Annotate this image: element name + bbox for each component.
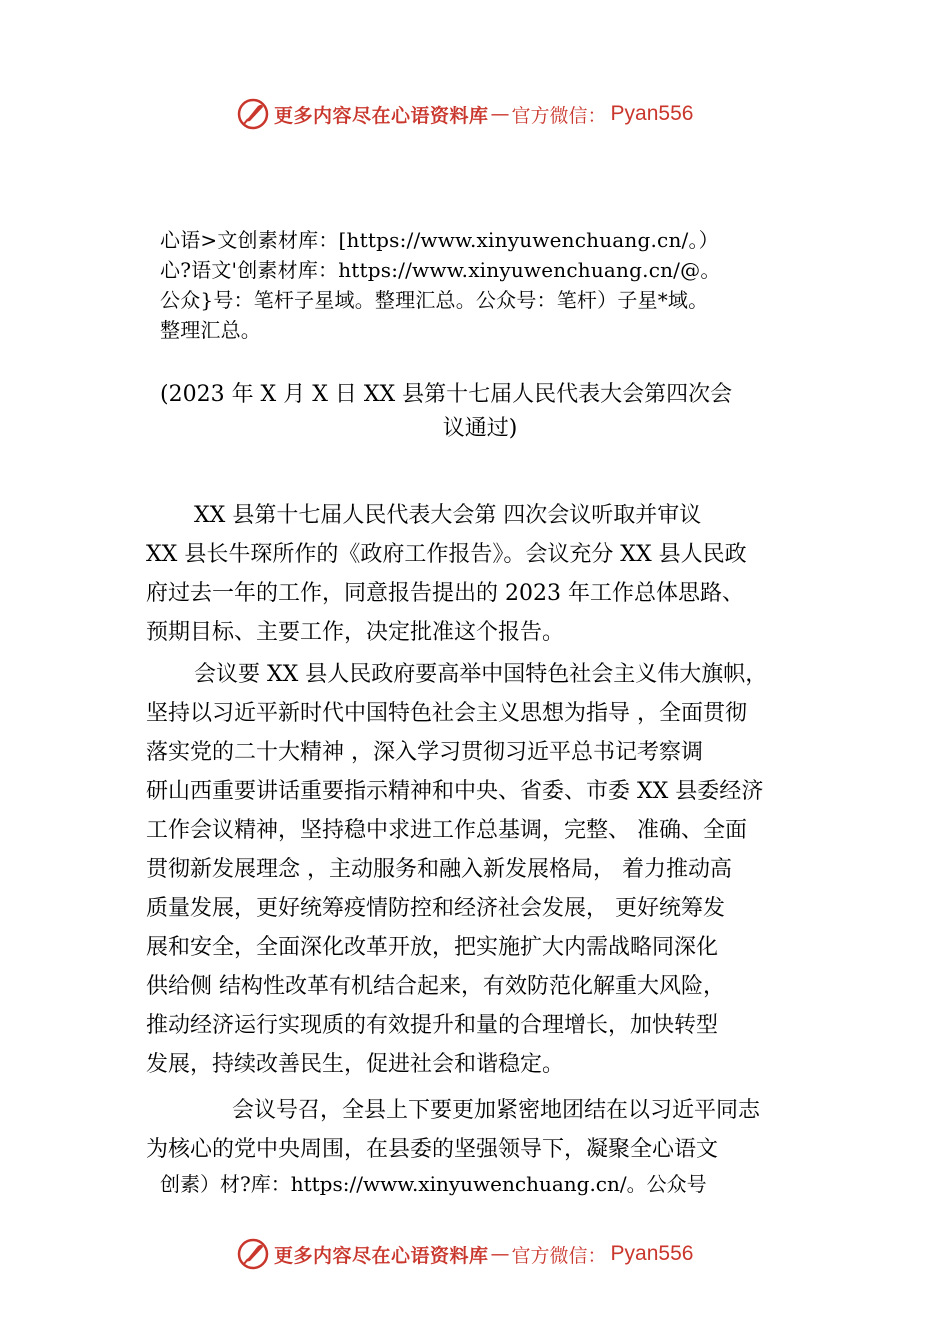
banner-separator: — bbox=[490, 103, 510, 125]
banner-wechat-id: Pyan556 bbox=[610, 102, 694, 125]
text-line: 工作会议精神，坚持稳中求进工作总基调，完整、 准确、全面 bbox=[146, 818, 747, 843]
text-line: 创素）材?库：https://www.xinyuwenchuang.cn/。公众号 bbox=[160, 1172, 707, 1196]
quill-logo-icon bbox=[236, 97, 270, 131]
text-line: 推动经济运行实现质的有效提升和量的合理增长，加快转型 bbox=[146, 1013, 719, 1038]
watermark-line: 心?语文'创素材库：https://www.xinyuwenchuang.cn/@。 bbox=[160, 258, 721, 282]
banner-wechat-id: Pyan556 bbox=[610, 1242, 694, 1265]
subtitle-line-1: (2023 年 X 月 X 日 XX 县第十七届人民代表大会第四次会 bbox=[160, 382, 733, 407]
watermark-line: 心语>文创素材库：[https://www.xinyuwenchuang.cn/。） bbox=[160, 228, 719, 252]
paragraph-2 bbox=[146, 655, 767, 1084]
text-line: 预期目标、主要工作，决定批准这个报告。 bbox=[146, 620, 565, 645]
text-line: 研山西重要讲话重要指示精神和中央、省委、市委 XX 县委经济 bbox=[146, 779, 764, 804]
banner-wechat-label: 官方微信： bbox=[511, 1244, 607, 1267]
paragraph-1 bbox=[146, 496, 747, 652]
banner-text: 更多内容尽在心语资料库 bbox=[274, 1244, 489, 1267]
subtitle-line-2: 议通过) bbox=[442, 416, 518, 441]
text-line: 供给侧 结构性改革有机结合起来，有效防范化解重大风险， bbox=[146, 974, 725, 999]
text-line: 府过去一年的工作，同意报告提出的 2023 年工作总体思路、 bbox=[146, 581, 744, 606]
text-line: 展和安全，全面深化改革开放，把实施扩大内需战略同深化 bbox=[146, 935, 719, 960]
text-line: 坚持以习近平新时代中国特色社会主义思想为指导 ，全面贯彻 bbox=[146, 701, 747, 726]
text-line: 发展，持续改善民生，促进社会和谐稳定。 bbox=[146, 1052, 565, 1077]
text-line: 会议要 XX 县人民政府要高举中国特色社会主义伟大旗帜， bbox=[194, 662, 768, 687]
text-line: 质量发展，更好统筹疫情防控和经济社会发展， 更好统筹发 bbox=[146, 896, 725, 921]
watermark-line: 整理汇总。 bbox=[160, 318, 261, 342]
paragraph-3 bbox=[146, 1091, 760, 1199]
banner-text: 更多内容尽在心语资料库 bbox=[274, 104, 489, 127]
banner-separator: — bbox=[490, 1243, 510, 1265]
text-line: 落实党的二十大精神 ，深入学习贯彻习近平总书记考察调 bbox=[146, 740, 703, 765]
banner-wechat-label: 官方微信： bbox=[511, 104, 607, 127]
text-line: 贯彻新发展理念 ，主动服务和融入新发展格局， 着力推动高 bbox=[146, 857, 732, 882]
text-line: 会议号召，全县上下要更加紧密地团结在以习近平同志 bbox=[232, 1098, 761, 1123]
watermark-line: 公众}号：笔杆子星域。整理汇总。公众号：笔杆）子星*域。 bbox=[160, 288, 709, 312]
footer-banner bbox=[236, 1236, 693, 1272]
quill-logo-icon bbox=[236, 1237, 270, 1271]
header-banner bbox=[236, 96, 693, 132]
text-line: XX 县第十七届人民代表大会第 四次会议听取并审议 bbox=[194, 503, 702, 528]
text-line: 为核心的党中央周围，在县委的坚强领导下，凝聚全心语文 bbox=[146, 1137, 719, 1162]
text-line: XX 县长牛琛所作的《政府工作报告》。会议充分 XX 县人民政 bbox=[146, 542, 747, 567]
document-subtitle bbox=[160, 378, 800, 446]
